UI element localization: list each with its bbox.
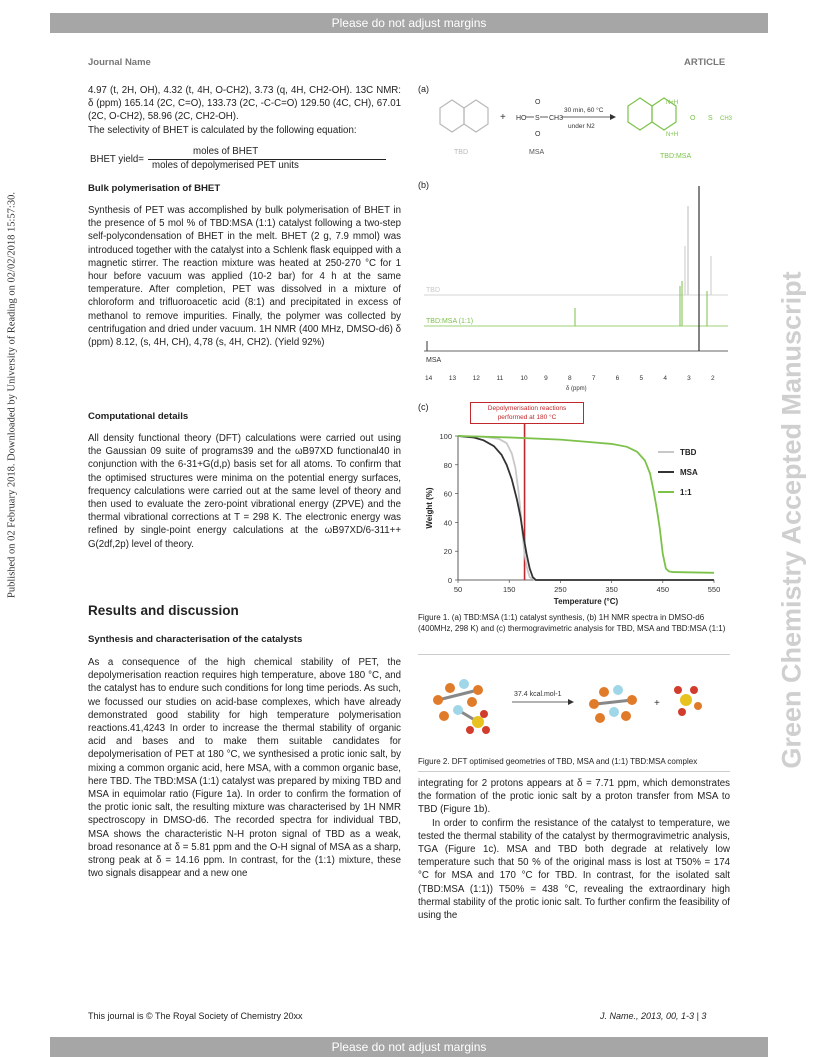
tga-y-tick-label: 20 xyxy=(443,547,452,557)
msa-o-bottom: O xyxy=(535,131,541,138)
dft-geometries xyxy=(418,660,730,746)
tga-y-tick-label: 0 xyxy=(447,576,452,585)
msa-label: MSA xyxy=(529,149,545,156)
side-watermark: Green Chemistry Accepted Manuscript xyxy=(776,271,807,769)
tga-series-MSA xyxy=(458,436,714,580)
paragraph-synthesis: As a consequence of the high chemical stability of PET, the depolymerisation reaction requires high temperature, above 180 °C, and the catalyst has to endure such conditions for long time periods. As such, we focussed our studies on acid-base complexes, which have already demonstrated good stability for high temperature polymerisation reactions.41,4243 In order to increase the thermal stability of organic acid and bases and to make them suitable candidates for depolymerisation of PET at 180 °C, we synthesised a protic ionic salt, by mixing a common organic acid, here MSA, with a common organic base, here TBD. The TBD:MSA (1:1) catalyst was prepared by mixing TBD and MSA in equimolar ratio (Figure 1a). In order to confirm the formation of the protic ionic salt, the resulting mixture was characterised by 1H NMR spectroscopy in DMSO-d6. The recorded spectra for individual TBD, MSA shows the characteristic N-H proton signal of TBD as a weak, broad resonance at δ = 5.81 ppm and the O-H signal of MSA as a sharp, strong peak at δ = 14.16 ppm. In contrast, for the (1:1) mixture, these two signals disappear and a new one xyxy=(88,657,401,880)
tga-legend-label: TBD xyxy=(680,448,697,457)
heading-results: Results and discussion xyxy=(88,603,239,618)
synth-paragraph xyxy=(88,656,401,880)
nmr-tick-label: 13 xyxy=(448,375,457,382)
dft-complex-molecule xyxy=(433,679,490,734)
results-heading-wrap xyxy=(88,604,401,617)
figure1-caption: Figure 1. (a) TBD:MSA (1:1) catalyst synthesis, (b) 1H NMR spectra in DMSO-d6 (400MHz, 298 K) and (c) thermogravimetric analysis for TBD, MSA and TBD:MSA (1:1) xyxy=(418,613,726,633)
nmr-tick-label: 8 xyxy=(568,375,572,382)
figure2-caption: Figure 2. DFT optimised geometries of TBD, MSA and (1:1) TBD:MSA complex xyxy=(418,757,698,766)
reaction-scheme xyxy=(430,90,740,166)
product-label: TBD:MSA xyxy=(660,153,692,160)
anion-s: S xyxy=(708,115,713,122)
equation-numerator: moles of BHET xyxy=(193,146,259,157)
nmr-tick-label: 4 xyxy=(663,375,667,382)
nmr-spectra xyxy=(418,186,730,392)
footer-left: This journal is © The Royal Society of Chemistry 20xx xyxy=(88,1011,303,1021)
dft-tbd-molecule xyxy=(589,685,637,723)
tga-series-1-1 xyxy=(458,436,714,573)
panel-b-label: (b) xyxy=(418,180,429,190)
nmr-text: 4.97 (t, 2H, OH), 4.32 (t, 4H, O-CH2), 3.73 (q, 4H, CH2-OH). 13C NMR: δ (ppm) 165.14 (2C, C=O), 133.73 (2C, -C-C=O) 129.50 (4C, CH), 67.01 (2C, O-CH2), 58.96 (2C, CH2-OH). xyxy=(88,85,401,123)
tga-x-tick-label: 250 xyxy=(554,585,567,594)
nmr-label-mix: TBD:MSA (1:1) xyxy=(426,318,474,325)
synth-heading-wrap xyxy=(88,633,401,646)
tga-y-tick-label: 100 xyxy=(439,432,452,441)
msa-o-top: O xyxy=(535,99,541,106)
condition-top: 30 min, 60 °C xyxy=(564,107,604,114)
anion-ch3: CH3 xyxy=(720,116,733,122)
anion-o: O xyxy=(690,115,696,122)
nh-top: N+H xyxy=(666,100,679,106)
tga-xlabel: Temperature (°C) xyxy=(553,597,619,606)
equation-lhs: BHET yield= xyxy=(90,154,144,165)
tga-ylabel: Weight (%) xyxy=(425,487,434,529)
journal-name: Journal Name xyxy=(88,57,151,68)
tga-x-tick-label: 550 xyxy=(707,585,721,594)
comp-paragraph xyxy=(88,432,401,551)
figure2-separator xyxy=(418,771,730,772)
bottom-banner: Please do not adjust margins xyxy=(50,1037,768,1057)
paragraph-computational: All density functional theory (DFT) calculations were carried out using the Gaussian 09 suite of programs39 and the ωB97XD functional40 in conjunction with the 6-31+G(d,p) basis set for all atoms. To confirm that the optimised structures were minima on the potential energy surfaces, frequency calculations were carried out at the same level of theory and then used to evaluate the zero-point vibrational energy (ZPVE) and the thermal vibrational corrections at T = 298 K. The electronic energy was refined by single-point energy calculations at the ωB97XD/6-311++ G(2df,2p) level of theory. xyxy=(88,433,401,550)
tga-chart xyxy=(418,424,730,610)
left-column xyxy=(88,84,401,137)
condition-bottom: under N2 xyxy=(568,123,595,130)
nmr-tick-label: 7 xyxy=(591,375,596,382)
nmr-tick-label: 10 xyxy=(520,375,528,382)
tga-y-tick-label: 40 xyxy=(443,518,452,528)
msa-formula-s: S xyxy=(535,115,540,122)
nmr-tick-label: 6 xyxy=(615,375,620,382)
selectivity-text: The selectivity of BHET is calculated by the following equation: xyxy=(88,124,357,136)
tga-legend-label: 1:1 xyxy=(680,488,692,497)
bulk-paragraph xyxy=(88,204,401,349)
nmr-tick-label: 2 xyxy=(711,375,715,382)
heading-bulk: Bulk polymerisation of BHET xyxy=(88,183,221,194)
dft-energy-label: 37.4 kcal.mol-1 xyxy=(514,691,562,698)
nmr-label-msa: MSA xyxy=(426,357,442,364)
scheme-plus: + xyxy=(500,112,506,123)
heading-synthesis: Synthesis and characterisation of the catalysts xyxy=(88,634,303,645)
nmr-tick-label: 5 xyxy=(639,375,644,382)
tga-x-tick-label: 150 xyxy=(502,585,516,594)
nmr-label-tbd: TBD xyxy=(426,287,440,294)
footer-right: J. Name., 2013, 00, 1-3 | 3 xyxy=(600,1011,707,1021)
tga-x-tick-label: 50 xyxy=(453,585,463,594)
msa-formula-ho: HO xyxy=(516,115,527,122)
nmr-xlabel: δ (ppm) xyxy=(566,386,587,392)
dft-msa-molecule xyxy=(674,686,702,716)
top-banner: Please do not adjust margins xyxy=(50,13,768,33)
tga-x-tick-label: 450 xyxy=(656,585,670,594)
tbd-label: TBD xyxy=(454,149,468,156)
nmr-tick-label: 3 xyxy=(687,375,691,382)
equation-denominator: moles of depolymerised PET units xyxy=(152,160,299,171)
paragraph-continued: integrating for 2 protons appears at δ = 7.71 ppm, which demonstrates the formation of the protic ionic salt by a proton transfer from MSA to TBD (Figure 1b). xyxy=(418,778,730,816)
nmr-tick-label: 12 xyxy=(472,375,480,382)
bulk-section xyxy=(88,182,401,195)
nmr-tick-label: 11 xyxy=(496,375,504,382)
tga-x-tick-label: 350 xyxy=(605,585,618,594)
tga-legend-label: MSA xyxy=(680,468,698,477)
paragraph-tga: In order to confirm the resistance of the catalyst to temperature, we tested the thermal stability of the catalyst by thermogravimetric analysis, TGA (Figure 1c). MSA and TBD both degrade at relatively low temperature such that 50 % of the original mass is lost at T50% = 174 °C for MSA and 170 °C for TBD. In contrast, for the isolated salt (TBD:MSA (1:1)) T50% = 438 °C, revealing the extraordinary high thermal stability of the protic ionic salt. To further confirm the feasibility of using the xyxy=(418,817,730,922)
figure-separator xyxy=(418,654,730,655)
panel-a-label: (a) xyxy=(418,84,429,94)
comp-heading-wrap xyxy=(88,410,401,423)
article-label: ARTICLE xyxy=(684,57,726,68)
dft-plus: + xyxy=(654,698,660,709)
nmr-tick-labels xyxy=(425,375,715,382)
side-note-published: Published on 02 February 2018. Downloaded by University of Reading on 02/02/2018 15:57:30. xyxy=(6,192,18,598)
msa-formula-ch3: CH3 xyxy=(549,115,564,122)
heading-computational: Computational details xyxy=(88,411,189,422)
tga-y-tick-label: 60 xyxy=(443,489,452,499)
nmr-tick-label: 9 xyxy=(544,375,548,382)
paragraph-bulk: Synthesis of PET was accomplished by bulk polymerisation of BHET in the presence of 5 mol % of TBD:MSA (1:1) catalyst following a two-step self-polycondensation of BHET in the melt. BHET (2 g, 7.9 mmol) was introduced together with the catalyst into a Schlenk flask equipped with a magnetic stirrer. The reaction mixture was heated at 250-270 °C for 1 hour before vacuum was applied (10-2 bar) for 4 h at the same temperature. After completion, PET was dissolved in a mixture of chloroform and trifluoroacetic acid (8:1) and precipitated in excess of methanol to remove impurities. Finally, the polymer was collected by centrifugation and dried under vacuum. 1H NMR (400 MHz, DMSO-d6) δ (ppm) 8.12, (s, 4H, CH), 4,78 (s, 4H, CH2). (Yield 92%) xyxy=(88,205,401,349)
nh-bottom: N+H xyxy=(666,132,679,138)
nmr-tick-label: 14 xyxy=(425,375,433,382)
tga-callout: Depolymerisation reactions performed at 180 °C xyxy=(470,402,584,424)
tbd-structure xyxy=(440,100,488,132)
panel-c-label: (c) xyxy=(418,402,429,412)
tga-y-tick-label: 80 xyxy=(443,460,452,470)
tga-series-TBD xyxy=(458,436,714,580)
right-text xyxy=(418,777,730,922)
